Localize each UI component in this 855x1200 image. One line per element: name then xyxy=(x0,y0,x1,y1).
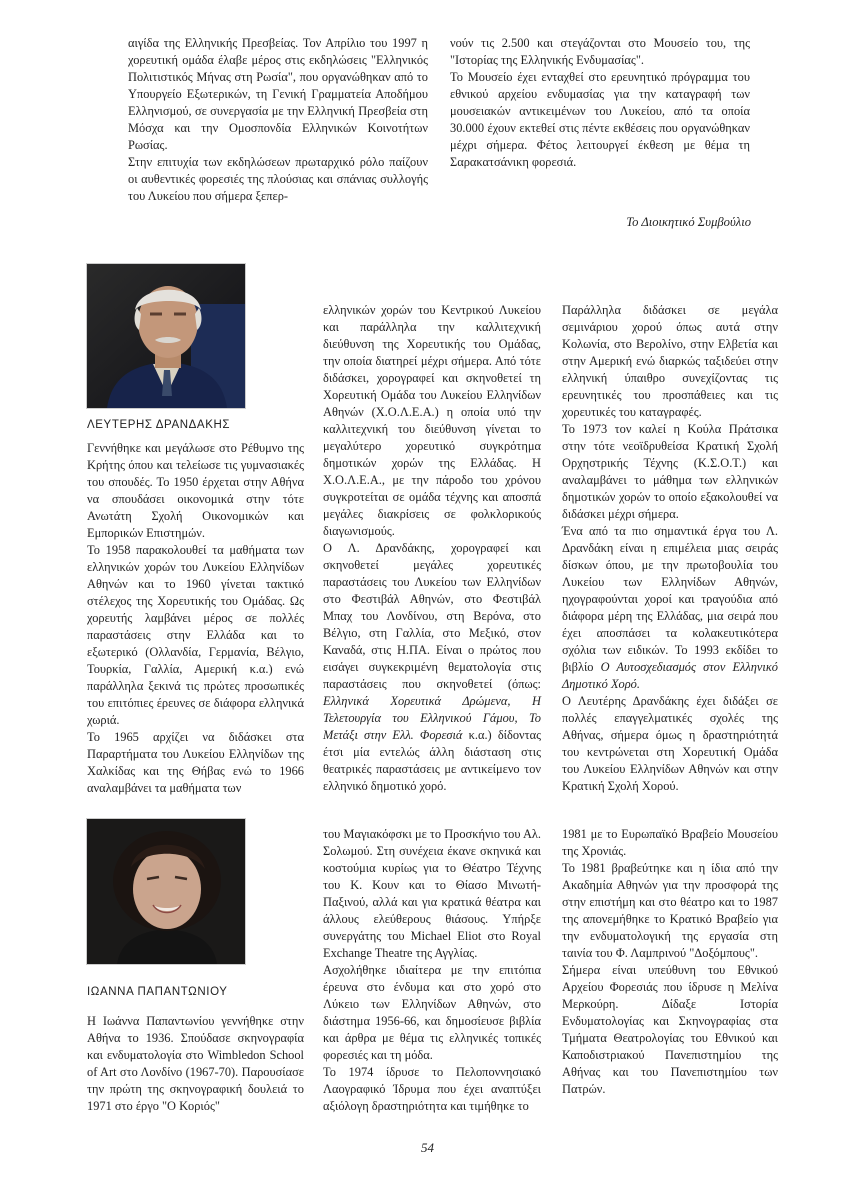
portrait-drandakis xyxy=(86,263,246,409)
papantoniou-column-3 xyxy=(562,826,778,1098)
paragraph xyxy=(562,523,778,693)
papantoniou-column-1 xyxy=(87,1013,304,1115)
paragraph: Το Μουσείο έχει ενταχθεί στο ερευνητικό πρόγραμμα του εθνικού αρχείου ενδυμασίας για την καταγραφή των μουσειακών αντικειμένων του Λυκείου, από τα οποία 30.000 έχουν εκτεθεί στις πέντε εκθέσεις που οργανώθηκαν μέχρι σήμερα. Φέτος λειτουργεί έκθεση με θέμα τη Σαρακατσάνικη φορεσιά. xyxy=(450,70,750,169)
top-left-column xyxy=(128,35,428,205)
text-run: Ένα από τα πιο σημαντικά έργα του Λ. Δρανδάκη είναι η επιμέλεια μιας σειράς δίσκων όπου, με την πρωτοβουλία του Λυκείου των Ελληνίδων Αθηνών, ηχογραφούνται χοροί και τραγούδια από διάφορα μέρη της Ελλάδας, μια σειρά που έχει αποσπάσει τα κολακευτικότερα σχόλια των ειδικών. Το 1993 εκδίδει το βιβλίο xyxy=(562,524,778,674)
drandakis-column-3 xyxy=(562,302,778,795)
italic-book-title: Ο Αυτοσχεδιασμός στον Ελληνικό Δημοτικό Χορό. xyxy=(562,660,778,691)
paragraph: Το 1965 αρχίζει να διδάσκει στα Παραρτήματα του Λυκείου Ελληνίδων της Χαλκίδας και της Θήβας ενώ το 1966 αναλαμβάνει τα μαθήματα των xyxy=(87,730,304,795)
paragraph: Σήμερα είναι υπεύθυνη του Εθνικού Αρχείου Φορεσιάς που ίδρυσε η Μελίνα Μερκούρη. Δίδαξε Ιστορία Ενδυματολογίας και Σκηνογραφίας στα Τμήματα Θεατρολογίας του Εθνικού και Καποδιστριακού Πανεπιστημίου της Αθήνας και του Πανεπιστημίου των Πατρών. xyxy=(562,963,778,1096)
paragraph: Η Ιωάννα Παπαντωνίου γεννήθηκε στην Αθήνα το 1936. Σπούδασε σκηνογραφία και ενδυματολογία στο Wimbledon School of Art στο Λονδίνο (1967-70). Παρουσίασε την πρώτη της σκηνογραφική δουλειά το 1971 στο έργο "Ο Κοριός" xyxy=(87,1014,304,1113)
paragraph: Γεννήθηκε και μεγάλωσε στο Ρέθυμνο της Κρήτης όπου και τελείωσε τις γυμνασιακές του σπουδές. Το 1950 έρχεται στην Αθήνα να σπουδάσει οικονομικά στην τότε Ανωτάτη Σχολή Οικονομικών και Εμπορικών Επιστημών. xyxy=(87,441,304,540)
paragraph xyxy=(323,540,541,795)
paragraph: Ασχολήθηκε ιδιαίτερα με την επιτόπια έρευνα στο ένδυμα και στο χορό στο Λύκειο των Ελληνίδων Αθηνών, στο διάστημα 1956-66, και δημοσίευσε βιβλία και άρθρα με θέμα τις ελληνικές τοπικές φορεσιές και τη μόδα. xyxy=(323,963,541,1062)
paragraph: Το 1958 παρακολουθεί τα μαθήματα των ελληνικών χορών του Λυκείου Ελληνίδων Αθηνών και το 1960 γίνεται τακτικό στέλεχος της Χορευτικής του Ομάδας. Ως χορευτής λαμβάνει μέρος σε πολλές παραστάσεις στην Ελλάδα και το εξωτερικό (Ολλανδία, Γερμανία, Βέλγιο, Τουρκία, Γαλλία, Αμερική κ.α.) ενώ παράλληλα ξεκινά τις πρώτες προσωπικές του επιτόπιες έρευνες σε διάφορα ελληνικά χωριά. xyxy=(87,543,304,727)
paragraph: Ο Λευτέρης Δρανδάκης έχει διδάξει σε πολλές επαγγελματικές σχολές της Αθήνας, σήμερα όμως η δραστηριότητά του κεντρώνεται στη Χορευτική Ομάδα του Λυκείου Ελληνίδων Αθηνών και στην Κρατική Σχολή Χορού. xyxy=(562,694,778,793)
paragraph: νούν τις 2.500 και στεγάζονται στο Μουσείο του, της "Ιστορίας της Ελληνικής Ενδυμασίας". xyxy=(450,36,750,67)
italic-titles: Ελληνικά Χορευτικά Δρώμενα, Η Τελετουργία του Ελληνικού Γάμου, Το Μετάξι στην Ελλ. Φορεσιά xyxy=(323,694,541,742)
portrait-photo-woman-icon xyxy=(87,819,245,964)
page-number: 54 xyxy=(421,1140,434,1155)
paragraph: 1981 με το Ευρωπαϊκό Βραβείο Μουσείου της Χρονιάς. xyxy=(562,827,778,858)
portrait-papantoniou xyxy=(86,818,246,965)
papantoniou-column-2 xyxy=(323,826,541,1115)
paragraph: Παράλληλα διδάσκει σε μεγάλα σεμινάριου χορού όπως αυτά στην Κολωνία, στο Βερολίνο, στην Ελβετία και στην Αμερική ενώ διαρκώς ταξιδεύει στην ελληνική ύπαιθρο συνεχίζοντας τις ερευνητικές του προσπάθειες και τις χορευτικές του καταγραφές. xyxy=(562,303,778,419)
text-run: Ο Λ. Δρανδάκης, χορογραφεί και σκηνοθετεί μεγάλες χορευτικές παραστάσεις του Λυκείου των Ελληνίδων στο Φεστιβάλ Αθηνών, στο Φεστιβάλ Μπαχ του Λονδίνου, στη Βερόνα, στο Βέλγιο, στη Γαλλία, στο Μεξικό, στον Καναδά, στις Η.ΠΑ. Είναι ο πρώτος που εισάγει συγκεκριμένη θεματολογία στις παραστάσεις που σκηνοθετεί (όπως: xyxy=(323,541,541,691)
paragraph: Στην επιτυχία των εκδηλώσεων πρωταρχικό ρόλο παίζουν οι αυθεντικές φορεσιές της πλούσιας και σπάνιας συλλογής του Λυκείου που σήμερα ξεπερ- xyxy=(128,155,428,203)
drandakis-column-1 xyxy=(87,440,304,797)
person-name: ΛΕΥΤΕΡΗΣ ΔΡΑΝΔΑΚΗΣ xyxy=(87,419,231,431)
paragraph: Το 1973 τον καλεί η Κούλα Πράτσικα στην τότε νεοϊδρυθείσα Κρατική Σχολή Ορχηστρικής Τέχνης (Κ.Σ.Ο.Τ.) και αναλαμβάνει το μάθημα των ελληνικών δημοτικών χορών το οποίο εξακολουθεί να διδάσκει μέχρι σήμερα. xyxy=(562,422,778,521)
top-right-column xyxy=(450,35,750,171)
paragraph: Το 1981 βραβεύτηκε και η ίδια από την Ακαδημία Αθηνών για την προσφορά της στην επιστήμη και στο θέατρο και το 1987 της απονεμήθηκε το Κρατικό Βραβείο για την ενδυματολογική της εργασία στη ταινία του Φ. Λαμπρινού "Δοξόμπους". xyxy=(562,861,778,960)
text-run: κ.α.) δίδοντας έτσι μία εντελώς άλλη διάσταση στις θεατρικές παραστάσεις με αντικείμενο τον ελληνικό δημοτικό χορό. xyxy=(323,728,541,793)
portrait-photo-man-icon xyxy=(87,264,245,408)
drandakis-column-2 xyxy=(323,302,541,795)
paragraph: αιγίδα της Ελληνικής Πρεσβείας. Τον Απρίλιο του 1997 η χορευτική ομάδα έλαβε μέρος στις εκδηλώσεις "Ελληνικός Πολιτιστικός Μήνας στη Ρωσία", που οργανώθηκαν από το Υπουργείο Εξωτερικών, τη Γενική Γραμματεία Αποδήμου Ελληνισμού, σε συνεργασία με την Ελληνική Πρεσβεία στη Μόσχα και την Ομοσπονδία Ελληνικών Κοινοτήτων Ρωσίας. xyxy=(128,36,428,152)
paragraph: του Μαγιακόφσκι με το Προσκήνιο του Αλ. Σολωμού. Στη συνέχεια έκανε σκηνικά και κοστούμια κυρίως για το Θέατρο Τέχνης του Κ. Κουν και το Θίασο Μινωτή-Παξινού, αλλά και για κρατικά θέατρα και άλλους ελεύθερους θιάσους. Υπήρξε συνεργάτης του Michael Eliot στο Royal Exchange Theatre της Αγγλίας. xyxy=(323,827,541,960)
person-name: ΙΩΑΝΝΑ ΠΑΠΑΝΤΩΝΙΟΥ xyxy=(87,986,228,998)
paragraph: Το 1974 ίδρυσε το Πελοποννησιακό Λαογραφικό Ίδρυμα που έχει αναπτύξει αξιόλογη δραστηριότητα και τιμήθηκε το xyxy=(323,1065,541,1113)
signature: Το Διοικητικό Συμβούλιο xyxy=(626,215,751,229)
paragraph: ελληνικών χορών του Κεντρικού Λυκείου και παράλληλα την καλλιτεχνική διεύθυνση της Χορευτικής του Ομάδας, την οποία διατηρεί μέχρι σήμερα. Από τότε διδάσκει, χορογραφεί και σκηνοθετεί τη Χορευτική Ομάδα του Λυκείου Ελληνίδων Αθηνών (Χ.Ο.Λ.Ε.Α.) η οποία υπό την καλλιτεχνική του διεύθυνση γίνεται το μεγαλύτερο χορευτικό συγκρότημα δημοτικών χορών της Ελλάδας. Η Χ.Ο.Λ.Ε.Α., με την πάροδο του χρόνου συγκροτείται σε ομάδα τέχνης και αποσπά μεγάλες διακρίσεις σε φολκλορικούς διαγωνισμούς. xyxy=(323,303,541,538)
